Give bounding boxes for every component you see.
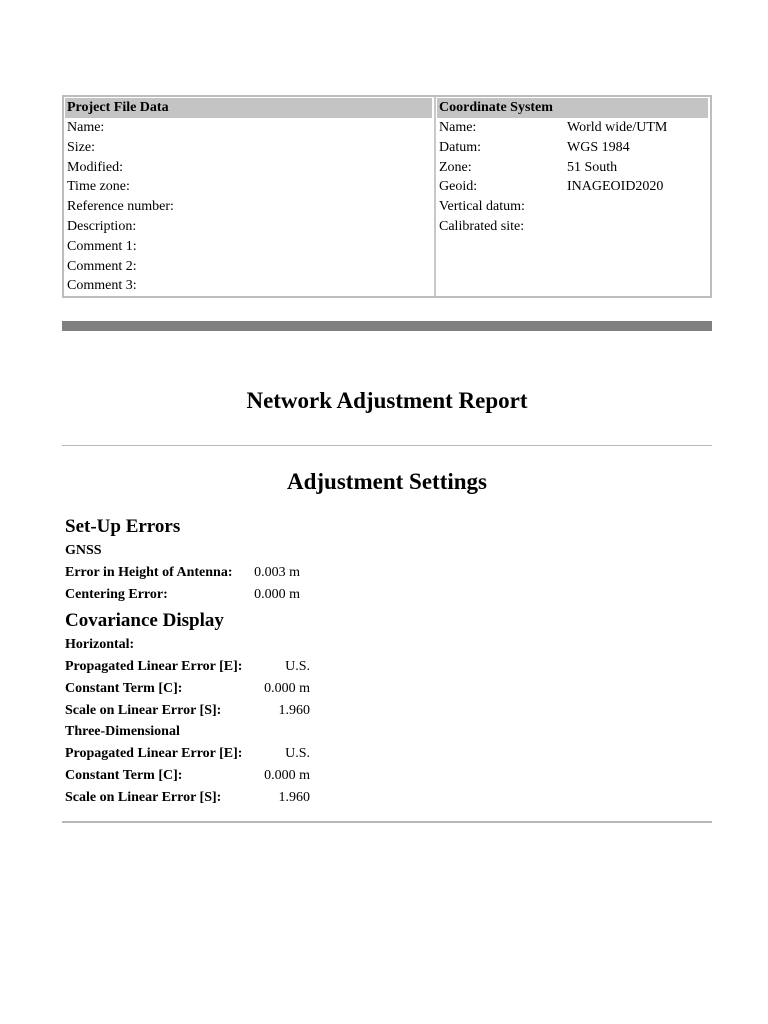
project-file-row-modified: Modified: bbox=[67, 159, 123, 175]
coordinate-label: Datum: bbox=[439, 139, 481, 155]
constant-term-value: 0.000 m bbox=[264, 681, 310, 696]
project-file-row-comment-2: Comment 2: bbox=[67, 258, 137, 274]
propagated-linear-error-label: Propagated Linear Error [E]: bbox=[65, 659, 243, 674]
constant-term-label: Constant Term [C]: bbox=[65, 681, 183, 696]
coordinate-row-name bbox=[437, 118, 710, 138]
coordinate-row-geoid bbox=[437, 177, 710, 197]
horizontal-constant-term-row bbox=[65, 681, 310, 697]
coordinate-value bbox=[567, 197, 710, 217]
setup-errors-heading: Set-Up Errors bbox=[65, 516, 181, 537]
project-file-row-comment-3: Comment 3: bbox=[67, 278, 137, 294]
project-file-row-reference-number: Reference number: bbox=[67, 199, 174, 215]
project-file-row-name: Name: bbox=[67, 120, 105, 135]
project-file-row-comment-1: Comment 1: bbox=[67, 238, 137, 254]
coordinate-row-vertical-datum bbox=[437, 197, 710, 217]
coordinate-label: Zone: bbox=[439, 159, 472, 175]
project-info-table bbox=[62, 95, 712, 298]
coordinate-row-zone bbox=[437, 158, 710, 178]
antenna-height-error-label: Error in Height of Antenna: bbox=[65, 565, 233, 580]
centering-error-value: 0.000 m bbox=[254, 587, 300, 602]
covariance-display-heading: Covariance Display bbox=[65, 610, 224, 631]
horizontal-scale-linear-error-row bbox=[65, 703, 310, 719]
three-d-constant-term-row bbox=[65, 768, 310, 784]
propagated-linear-error-label: Propagated Linear Error [E]: bbox=[65, 746, 243, 761]
project-file-row-size: Size: bbox=[67, 139, 95, 155]
coordinate-label: Name: bbox=[439, 120, 477, 135]
report-title: Network Adjustment Report bbox=[246, 388, 528, 413]
coordinate-system-column bbox=[436, 97, 710, 296]
project-file-data-column bbox=[64, 97, 436, 296]
propagated-linear-error-value: U.S. bbox=[285, 659, 310, 674]
project-file-row-description: Description: bbox=[67, 218, 137, 234]
three-d-propagated-linear-error-row bbox=[65, 746, 310, 762]
coordinate-label: Geoid: bbox=[439, 179, 478, 195]
coordinate-system-heading: Coordinate System bbox=[437, 98, 708, 118]
section-divider-thick bbox=[62, 321, 712, 331]
coordinate-row-calibrated-site bbox=[437, 217, 710, 237]
bottom-divider bbox=[62, 821, 712, 823]
constant-term-value: 0.000 m bbox=[264, 768, 310, 783]
antenna-height-error-value: 0.003 m bbox=[254, 565, 300, 580]
coordinate-value: WGS 1984 bbox=[567, 139, 630, 155]
centering-error-row bbox=[65, 587, 300, 603]
scale-linear-error-label: Scale on Linear Error [S]: bbox=[65, 790, 222, 805]
scale-linear-error-value: 1.960 bbox=[278, 790, 310, 805]
coordinate-value: World wide/UTM bbox=[567, 120, 668, 135]
scale-linear-error-label: Scale on Linear Error [S]: bbox=[65, 703, 222, 718]
antenna-height-error-row bbox=[65, 565, 300, 581]
coordinate-label: Calibrated site: bbox=[439, 218, 525, 234]
three-dimensional-subheading: Three-Dimensional bbox=[65, 724, 180, 739]
horizontal-subheading: Horizontal: bbox=[65, 637, 135, 652]
project-file-data-heading: Project File Data bbox=[65, 98, 432, 118]
propagated-linear-error-value: U.S. bbox=[285, 746, 310, 761]
gnss-subheading: GNSS bbox=[65, 543, 102, 558]
settings-title: Adjustment Settings bbox=[287, 469, 487, 494]
project-file-row-time-zone: Time zone: bbox=[67, 179, 130, 195]
constant-term-label: Constant Term [C]: bbox=[65, 768, 183, 783]
coordinate-value: 51 South bbox=[567, 159, 618, 175]
coordinate-row-datum bbox=[437, 138, 710, 158]
three-d-scale-linear-error-row bbox=[65, 790, 310, 806]
scale-linear-error-value: 1.960 bbox=[278, 703, 310, 718]
centering-error-label: Centering Error: bbox=[65, 587, 168, 602]
horizontal-propagated-linear-error-row bbox=[65, 659, 310, 675]
coordinate-value bbox=[567, 217, 710, 237]
coordinate-label: Vertical datum: bbox=[439, 199, 525, 215]
coordinate-value: INAGEOID2020 bbox=[567, 179, 664, 195]
title-divider bbox=[62, 445, 712, 446]
